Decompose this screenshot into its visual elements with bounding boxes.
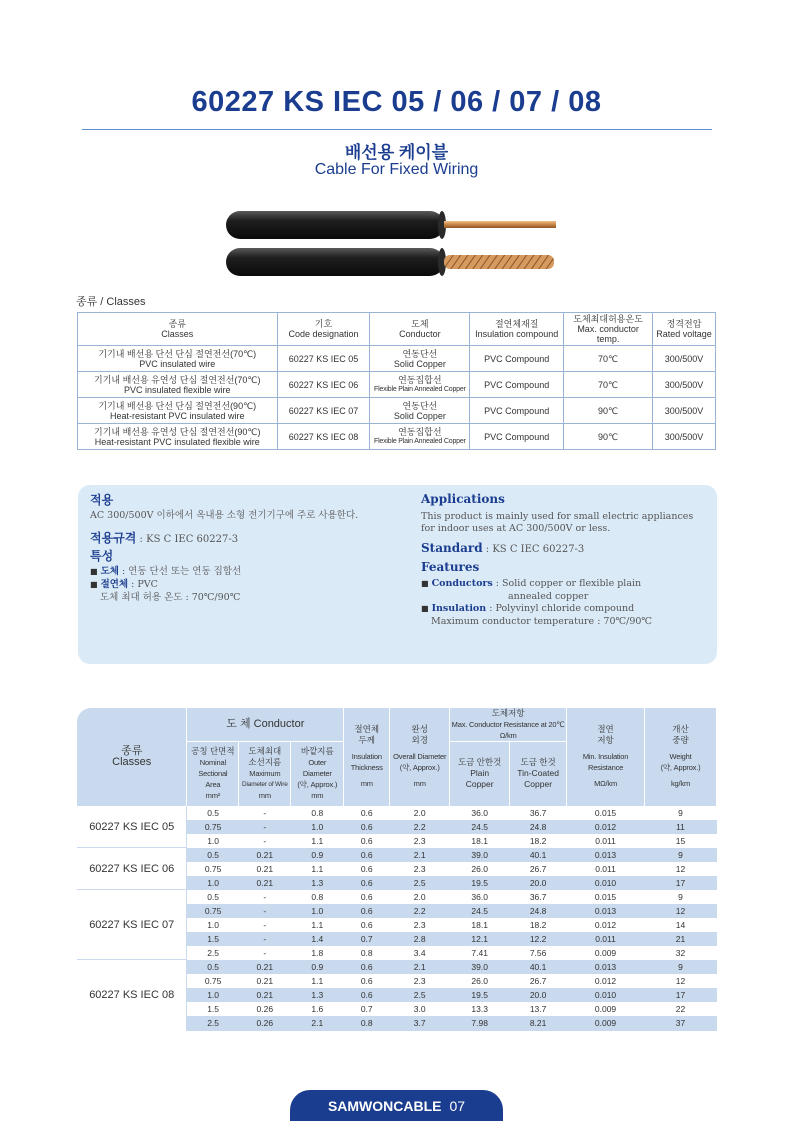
table-cell: 0.6 bbox=[344, 974, 390, 988]
table-cell: 0.6 bbox=[344, 918, 390, 932]
classes-table-header bbox=[78, 313, 716, 346]
spec-header-conductor: 도 체 Conductor bbox=[187, 708, 344, 742]
table-cell: 18.1 bbox=[450, 918, 510, 932]
table-cell: 1.0 bbox=[187, 876, 239, 890]
feature-temp-ko: 도체 최대 허용 온도 : 70℃/90℃ bbox=[100, 592, 241, 603]
table-cell: 14 bbox=[645, 918, 717, 932]
table-cell: 12.1 bbox=[450, 932, 510, 946]
table-cell: 1.4 bbox=[291, 932, 344, 946]
table-cell: 18.2 bbox=[510, 834, 567, 848]
table-cell: 0.011 bbox=[567, 932, 645, 946]
table-cell: 0.75 bbox=[187, 862, 239, 876]
table-cell: 20.0 bbox=[510, 876, 567, 890]
table-cell: 12 bbox=[645, 862, 717, 876]
table-cell: 0.6 bbox=[344, 820, 390, 834]
table-row: 기기내 배선용 단선 단심 절연전선(90℃) Heat-resistant PVC insulated wire 60227 KS IEC 07 연동단선 Solid Copper PVC Compound 90℃ 300/500V bbox=[78, 398, 716, 424]
table-cell: 9 bbox=[645, 848, 717, 862]
table-cell: 7.98 bbox=[450, 1016, 510, 1031]
subtitle-english: Cable For Fixed Wiring bbox=[314, 161, 479, 178]
table-cell: 0.6 bbox=[344, 890, 390, 904]
table-cell: 24.5 bbox=[450, 904, 510, 918]
table-cell: 0.5 bbox=[187, 848, 239, 862]
table-cell: - bbox=[239, 918, 291, 932]
table-cell: 9 bbox=[645, 890, 717, 904]
group-class-name: 60227 KS IEC 07 bbox=[77, 890, 187, 960]
table-cell: 0.013 bbox=[567, 904, 645, 918]
table-cell: 20.0 bbox=[510, 988, 567, 1002]
table-cell: 36.0 bbox=[450, 806, 510, 820]
applications-heading-en: Applications bbox=[421, 492, 505, 506]
table-row bbox=[77, 960, 717, 974]
spec-header-overall-diameter: 완성 외경 Overall Diameter (약, Approx.) mm bbox=[390, 708, 450, 806]
table-cell: 0.009 bbox=[567, 1002, 645, 1016]
table-cell: 2.5 bbox=[187, 946, 239, 960]
group-class-name: 60227 KS IEC 08 bbox=[77, 960, 187, 1031]
table-cell: 40.1 bbox=[510, 960, 567, 974]
table-cell: 0.21 bbox=[239, 862, 291, 876]
table-cell: 0.5 bbox=[187, 806, 239, 820]
table-cell: 0.9 bbox=[291, 960, 344, 974]
table-cell: 0.21 bbox=[239, 960, 291, 974]
table-cell: 1.0 bbox=[187, 918, 239, 932]
table-cell: 19.5 bbox=[450, 988, 510, 1002]
page-footer bbox=[290, 1090, 503, 1121]
subtitle-korean: 배선용 케이블 bbox=[344, 143, 449, 162]
table-cell: 0.013 bbox=[567, 960, 645, 974]
table-cell: 1.0 bbox=[187, 834, 239, 848]
table-cell: 1.1 bbox=[291, 918, 344, 932]
table-cell: 21 bbox=[645, 932, 717, 946]
table-cell: 3.0 bbox=[390, 1002, 450, 1016]
table-cell: - bbox=[239, 890, 291, 904]
applications-text-en-1: This product is mainly used for small electric appliances bbox=[421, 511, 694, 522]
features-heading-en: Features bbox=[421, 560, 480, 574]
table-cell: 1.1 bbox=[291, 974, 344, 988]
table-cell: 2.3 bbox=[390, 834, 450, 848]
table-cell: 2.8 bbox=[390, 932, 450, 946]
table-cell: 17 bbox=[645, 876, 717, 890]
spec-table-body bbox=[77, 806, 717, 1031]
table-cell: 0.8 bbox=[291, 890, 344, 904]
spec-header-ins-thickness: 절연체 두께 Insulation Thickness mm bbox=[344, 708, 390, 806]
table-cell: - bbox=[239, 946, 291, 960]
table-cell: 0.015 bbox=[567, 890, 645, 904]
table-cell: 13.3 bbox=[450, 1002, 510, 1016]
table-cell: 0.9 bbox=[291, 848, 344, 862]
table-cell: 0.012 bbox=[567, 974, 645, 988]
feature-conductor-ko: ■ 도체 : 연동 단선 또는 연동 집합선 bbox=[90, 566, 242, 577]
table-cell: 0.6 bbox=[344, 960, 390, 974]
table-cell: 0.21 bbox=[239, 848, 291, 862]
table-cell: 2.3 bbox=[390, 862, 450, 876]
table-cell: - bbox=[239, 904, 291, 918]
table-cell: 2.5 bbox=[187, 1016, 239, 1031]
table-cell: 0.7 bbox=[344, 932, 390, 946]
table-cell: 1.0 bbox=[291, 820, 344, 834]
table-cell: - bbox=[239, 932, 291, 946]
table-cell: 2.0 bbox=[390, 890, 450, 904]
table-cell: 40.1 bbox=[510, 848, 567, 862]
standard-line-ko: 적용규격 : KS C IEC 60227-3 bbox=[90, 531, 239, 545]
table-cell: 12 bbox=[645, 904, 717, 918]
cable-illustration bbox=[222, 208, 562, 280]
header-classes: 종류 Classes bbox=[78, 313, 278, 346]
table-cell: 0.010 bbox=[567, 876, 645, 890]
table-cell: 2.3 bbox=[390, 918, 450, 932]
table-cell: 0.012 bbox=[567, 918, 645, 932]
table-cell: 0.009 bbox=[567, 946, 645, 960]
table-cell: 0.011 bbox=[567, 834, 645, 848]
table-cell: 1.0 bbox=[291, 904, 344, 918]
title-divider bbox=[82, 129, 712, 130]
header-insulation: 절연체재질 Insulation compound bbox=[470, 313, 564, 346]
table-cell: 15 bbox=[645, 834, 717, 848]
table-cell: 0.6 bbox=[344, 834, 390, 848]
table-cell: 0.013 bbox=[567, 848, 645, 862]
table-cell: 0.6 bbox=[344, 988, 390, 1002]
table-cell: 1.3 bbox=[291, 876, 344, 890]
table-cell: 26.0 bbox=[450, 974, 510, 988]
group-class-name: 60227 KS IEC 06 bbox=[77, 848, 187, 890]
feature-insulation-ko: ■ 절연체 : PVC bbox=[90, 579, 158, 590]
table-row: 기기내 배선용 유연성 단심 절연전선(90℃) Heat-resistant PVC insulated flexible wire 60227 KS IEC 08 연동집합선 Flexible Plain Annealed Copper PVC Compound 90℃ 300/500V bbox=[78, 424, 716, 450]
table-cell: 12.2 bbox=[510, 932, 567, 946]
table-cell: 24.8 bbox=[510, 904, 567, 918]
header-max-temp: 도체최대허용온도 Max. conductor temp. bbox=[564, 313, 653, 346]
applications-text-en-2: for indoor uses at AC 300/500V or less. bbox=[421, 523, 611, 534]
table-cell: 0.75 bbox=[187, 820, 239, 834]
table-cell: 0.010 bbox=[567, 988, 645, 1002]
table-cell: 19.5 bbox=[450, 876, 510, 890]
table-cell: 0.6 bbox=[344, 806, 390, 820]
table-cell: 2.3 bbox=[390, 974, 450, 988]
table-cell: 2.1 bbox=[291, 1016, 344, 1031]
table-cell: 0.6 bbox=[344, 904, 390, 918]
table-cell: 18.2 bbox=[510, 918, 567, 932]
table-cell: 0.6 bbox=[344, 848, 390, 862]
page-title: 60227 KS IEC 05 / 06 / 07 / 08 bbox=[191, 86, 602, 118]
features-heading-ko: 특성 bbox=[90, 549, 114, 563]
table-cell: 1.0 bbox=[187, 988, 239, 1002]
spec-header-classes: 종류 Classes bbox=[77, 708, 187, 806]
header-code: 기호 Code designation bbox=[277, 313, 370, 346]
table-cell: 1.5 bbox=[187, 1002, 239, 1016]
table-cell: 36.7 bbox=[510, 890, 567, 904]
table-cell: 2.5 bbox=[390, 876, 450, 890]
table-row bbox=[77, 848, 717, 862]
table-cell: 0.5 bbox=[187, 960, 239, 974]
table-cell: 0.5 bbox=[187, 890, 239, 904]
feature-conductor-en-2: annealed copper bbox=[508, 591, 589, 602]
applications-text-ko: AC 300/500V 이하에서 옥내용 소형 전기기구에 주로 사용한다. bbox=[90, 510, 359, 521]
table-cell: 2.0 bbox=[390, 806, 450, 820]
table-cell: 7.41 bbox=[450, 946, 510, 960]
spec-header-outer-diameter: 바깥지름 Outer Diameter (약, Approx.) mm bbox=[291, 742, 344, 806]
table-cell: 36.7 bbox=[510, 806, 567, 820]
table-cell: 37 bbox=[645, 1016, 717, 1031]
table-cell: 1.3 bbox=[291, 988, 344, 1002]
spec-header-resistance: 도체저항 Max. Conductor Resistance at 20℃ Ω/km bbox=[451, 708, 565, 740]
table-cell: 9 bbox=[645, 806, 717, 820]
table-cell: 1.6 bbox=[291, 1002, 344, 1016]
spec-header-area: 공칭 단면적 Nominal Sectional Area mm² bbox=[187, 742, 239, 806]
spec-header-tinned-copper: 도금 한것 Tin-Coated Copper bbox=[510, 742, 567, 806]
table-cell: 24.8 bbox=[510, 820, 567, 834]
table-cell: 39.0 bbox=[450, 848, 510, 862]
table-cell: 3.4 bbox=[390, 946, 450, 960]
feature-conductor-en: ■ Conductors : Solid copper or flexible plain bbox=[421, 578, 642, 589]
table-cell: 12 bbox=[645, 974, 717, 988]
table-cell: 0.7 bbox=[344, 1002, 390, 1016]
table-cell: 0.26 bbox=[239, 1002, 291, 1016]
table-cell: 36.0 bbox=[450, 890, 510, 904]
table-cell: 7.56 bbox=[510, 946, 567, 960]
table-cell: 0.8 bbox=[344, 1016, 390, 1031]
table-cell: 18.1 bbox=[450, 834, 510, 848]
spec-table-wrapper bbox=[77, 708, 717, 1032]
spec-header-weight: 개산 중량 Weight (약, Approx.) kg/km bbox=[645, 708, 717, 806]
table-cell: 0.75 bbox=[187, 904, 239, 918]
table-cell: 0.6 bbox=[344, 876, 390, 890]
table-cell: 26.0 bbox=[450, 862, 510, 876]
table-cell: 2.2 bbox=[390, 904, 450, 918]
table-row bbox=[77, 806, 717, 820]
table-cell: 13.7 bbox=[510, 1002, 567, 1016]
header-voltage: 정격전압 Rated voltage bbox=[653, 313, 716, 346]
table-cell: 9 bbox=[645, 960, 717, 974]
table-cell: - bbox=[239, 820, 291, 834]
table-cell: 0.011 bbox=[567, 862, 645, 876]
table-cell: 0.8 bbox=[344, 946, 390, 960]
table-cell: 0.012 bbox=[567, 820, 645, 834]
table-cell: 0.015 bbox=[567, 806, 645, 820]
table-cell: 1.1 bbox=[291, 862, 344, 876]
stranded-wire-graphic bbox=[226, 248, 554, 276]
table-cell: 2.5 bbox=[390, 988, 450, 1002]
spec-header-max-wire-diameter: 도체최대 소선지름 Maximum Diameter of Wire mm bbox=[239, 742, 291, 806]
table-cell: 22 bbox=[645, 1002, 717, 1016]
table-cell: 0.8 bbox=[291, 806, 344, 820]
table-cell: 39.0 bbox=[450, 960, 510, 974]
table-row: 기기내 배선용 유연성 단심 절연전선(70℃) PVC insulated flexible wire 60227 KS IEC 06 연동집합선 Flexible Plain Annealed Copper PVC Compound 70℃ 300/500V bbox=[78, 372, 716, 398]
standard-line-en: Standard : KS C IEC 60227-3 bbox=[421, 541, 585, 555]
spec-header-plain-copper: 도금 안한것 Plain Copper bbox=[450, 742, 510, 806]
table-cell: 0.21 bbox=[239, 876, 291, 890]
table-cell: 1.5 bbox=[187, 932, 239, 946]
table-cell: 3.7 bbox=[390, 1016, 450, 1031]
group-class-name: 60227 KS IEC 05 bbox=[77, 806, 187, 848]
table-cell: 24.5 bbox=[450, 820, 510, 834]
page-number: 07 bbox=[449, 1098, 466, 1114]
table-cell: 0.26 bbox=[239, 1016, 291, 1031]
table-cell: 0.009 bbox=[567, 1016, 645, 1031]
table-cell: 32 bbox=[645, 946, 717, 960]
table-cell: 8.21 bbox=[510, 1016, 567, 1031]
feature-insulation-en: ■ Insulation : Polyvinyl chloride compound bbox=[421, 603, 635, 614]
table-cell: - bbox=[239, 834, 291, 848]
table-cell: 11 bbox=[645, 820, 717, 834]
table-cell: 1.8 bbox=[291, 946, 344, 960]
table-cell: 2.1 bbox=[390, 960, 450, 974]
table-cell: 0.6 bbox=[344, 862, 390, 876]
table-cell: 26.7 bbox=[510, 974, 567, 988]
table-cell: 0.21 bbox=[239, 988, 291, 1002]
info-panel bbox=[78, 485, 717, 664]
table-row bbox=[77, 890, 717, 904]
table-cell: 17 bbox=[645, 988, 717, 1002]
footer-brand: SAMWONCABLE bbox=[327, 1098, 442, 1114]
applications-heading-ko: 적용 bbox=[90, 493, 114, 507]
spec-header-min-insulation: 절연 저항 Min. Insulation Resistance MΩ/km bbox=[567, 708, 645, 806]
table-cell: - bbox=[239, 806, 291, 820]
table-cell: 2.2 bbox=[390, 820, 450, 834]
solid-wire-graphic bbox=[226, 211, 556, 239]
table-cell: 2.1 bbox=[390, 848, 450, 862]
table-cell: 0.21 bbox=[239, 974, 291, 988]
table-row: 기기내 배선용 단선 단심 절연전선(70℃) PVC insulated wire 60227 KS IEC 05 연동단선 Solid Copper PVC Compound 70℃ 300/500V bbox=[78, 346, 716, 372]
table-cell: 1.1 bbox=[291, 834, 344, 848]
table-cell: 0.75 bbox=[187, 974, 239, 988]
classes-section-label: 종류 / Classes bbox=[76, 296, 146, 308]
header-conductor: 도체 Conductor bbox=[370, 313, 470, 346]
table-cell: 26.7 bbox=[510, 862, 567, 876]
feature-temp-en: Maximum conductor temperature : 70℃/90℃ bbox=[431, 616, 653, 627]
spec-table bbox=[77, 708, 717, 1031]
classes-table bbox=[77, 312, 716, 450]
